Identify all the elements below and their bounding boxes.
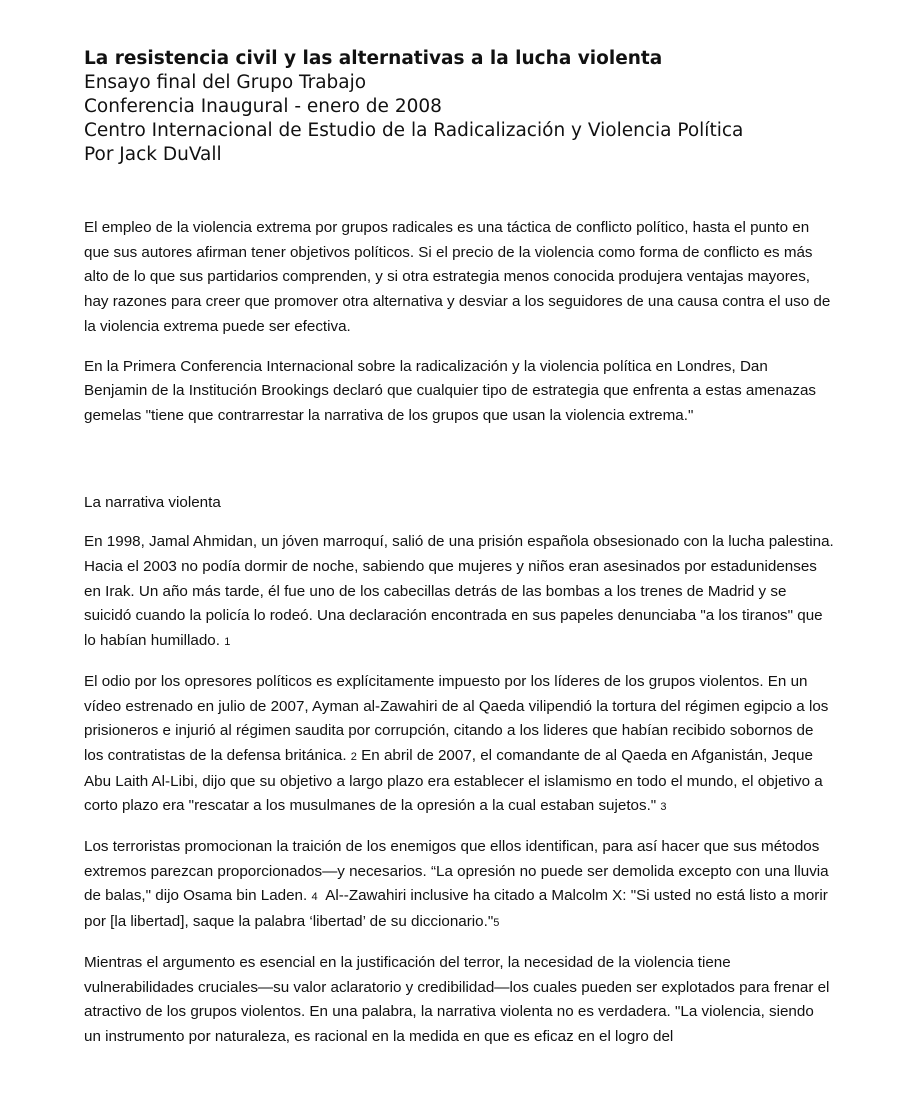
footnote-marker: 1 — [224, 636, 231, 649]
author-line: Por Jack DuVall — [84, 144, 222, 165]
paragraph: En la Primera Conferencia Internacional sobre la radicalización y la violencia política en Londres, Dan Benjamin de la Institución Brookings declaró que cualquier tipo de estrategia que enfrenta a estas amenazas gemelas "tiene que contrarrestar la narrativa de los grupos que usan la violencia extrema." — [84, 357, 816, 424]
conference-line: Conferencia Inaugural - enero de 2008 — [84, 96, 442, 117]
footnote-marker: 3 — [660, 801, 667, 814]
document-page — [84, 47, 834, 1065]
document-title: La resistencia civil y las alternativas a la lucha violenta — [84, 48, 663, 69]
document-header — [84, 47, 834, 167]
paragraph-text: El odio por los opresores políticos es explícitamente impuesto por los líderes de los grupos violentos. En un vídeo estrenado en julio de 2007, Ayman al-Zawahiri de al Qaeda vilipendió la tortura del régimen egipcio a los prisioneros e injurió al régimen saudita por corrupción, citando a los lideres que habían recibido sobornos de los contratistas de la defensa británica. — [84, 672, 829, 764]
paragraph — [84, 530, 834, 655]
paragraph — [84, 835, 834, 936]
document-body — [84, 216, 834, 1050]
footnote-marker: 4 — [311, 891, 318, 904]
paragraph: Mientras el argumento es esencial en la justificación del terror, la necesidad de la violencia tiene vulnerabilidades cruciales—su valor aclaratorio y credibilidad—los cuales pueden ser explotados para frenar el atractivo de los grupos violentos. En una palabra, la narrativa violenta no es verdadera. "La violencia, siendo un instrumento por naturaleza, es racional en la medida en que es eficaz en el logro del — [84, 953, 830, 1045]
document-subtitle: Ensayo final del Grupo Trabajo — [84, 72, 367, 93]
footnote-marker: 5 — [493, 917, 500, 930]
institution-line: Centro Internacional de Estudio de la Radicalización y Violencia Política — [84, 120, 744, 141]
paragraph-text: Los terroristas promocionan la traición de los enemigos que ellos identifican, para así hacer que sus métodos extremos parezcan proporcionados—y necesarios. “La opresión no puede ser demolida excepto con una lluvia de balas," dijo Osama bin Laden. — [84, 838, 829, 905]
section-heading: La narrativa violenta — [84, 493, 221, 511]
paragraph-text: En abril de 2007, el comandante de al Qaeda en Afganistán, Jeque Abu Laith Al-Libi, dijo que su objetivo a largo plazo era establecer el islamismo en todo el mundo, el objetivo a corto plazo era "rescatar a los musulmanes de la opresión a la cual estaban sujetos." — [84, 746, 823, 815]
paragraph-text: En 1998, Jamal Ahmidan, un jóven marroquí, salió de una prisión española obsesionado con la lucha palestina. Hacia el 2003 no podía dormir de noche, sabiendo que mujeres y niños eran asesinados por estadunidenses en Irak. Un año más tarde, él fue uno de los cabecillas detrás de las bombas a los trenes de Madrid y se suicidó cuando la policía lo rodeó. Una declaración encontrada en sus papeles denunciaba "a los tiranos" que lo habían humillado. — [84, 533, 834, 650]
paragraph-text: Al--Zawahiri inclusive ha citado a Malcolm X: "Si usted no está listo a morir por [la libertad], saque la palabra ‘libertad’ de su diccionario." — [84, 887, 828, 931]
footnote-marker: 2 — [350, 750, 357, 763]
paragraph: El empleo de la violencia extrema por grupos radicales es una táctica de conflicto político, hasta el punto en que sus autores afirman tener objetivos políticos. Si el precio de la violencia como forma de conflicto es más alto de lo que sus partidarios comprenden, y si otra estrategia menos conocida produjera ventajas mayores, hay razones para creer que promover otra alternativa y desviar a los seguidores de una causa contra el uso de la violencia extrema puede ser efectiva. — [84, 219, 831, 335]
paragraph — [84, 670, 834, 820]
